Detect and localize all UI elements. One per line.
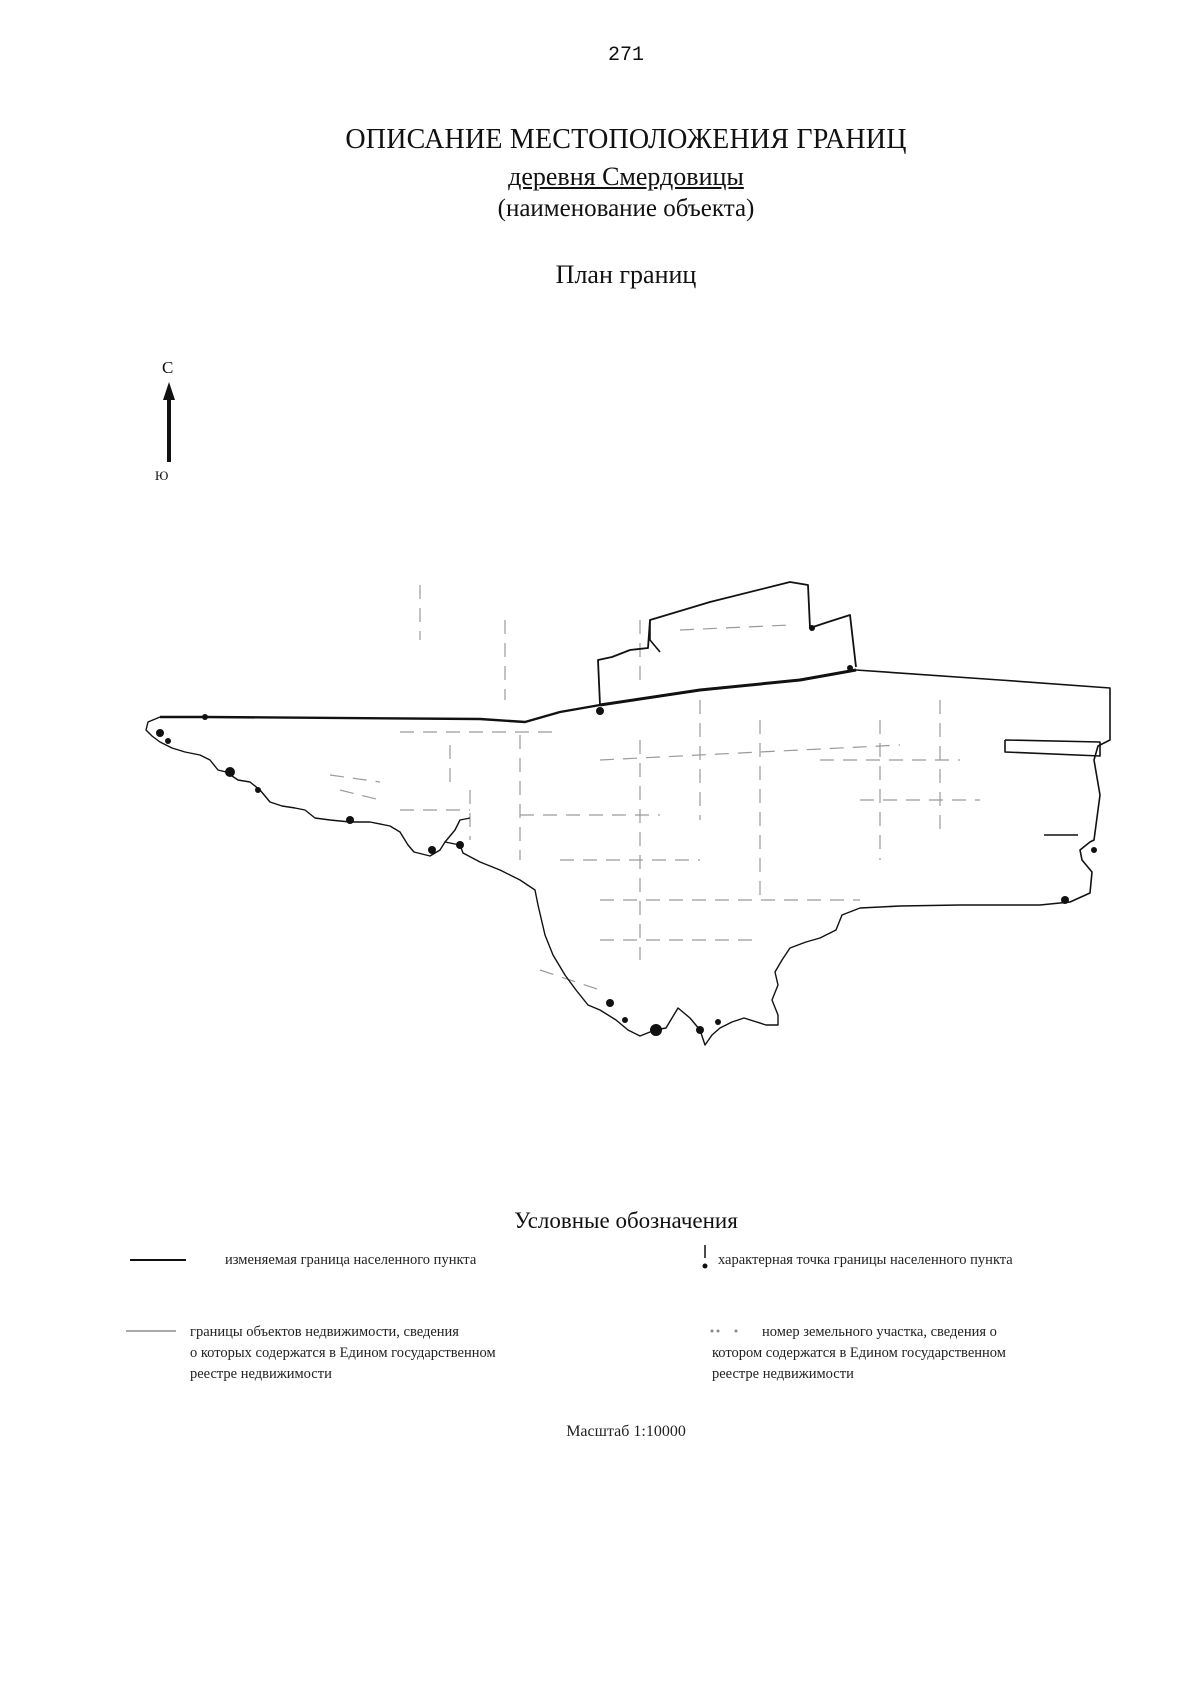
legend-item-parcel-number bbox=[712, 1322, 1182, 1385]
legend-line: котором содержатся в Едином государственном bbox=[712, 1345, 1006, 1361]
object-caption: (наименование объекта) bbox=[497, 195, 755, 222]
map-scale: Масштаб 1:10000 bbox=[566, 1423, 686, 1440]
settlement-boundary bbox=[146, 582, 1110, 1045]
document-title: ОПИСАНИЕ МЕСТОПОЛОЖЕНИЯ ГРАНИЦ bbox=[345, 124, 907, 155]
legend-point-icon bbox=[703, 1245, 708, 1269]
page-number: 271 bbox=[607, 44, 644, 67]
legend-item-characteristic-point: характерная точка границы населенного пункта bbox=[718, 1252, 1013, 1268]
legend-title: Условные обозначения bbox=[514, 1208, 738, 1233]
legend-line: реестре недвижимости bbox=[712, 1366, 854, 1382]
legend-line: о которых содержатся в Едином государственном bbox=[190, 1345, 496, 1361]
object-name-text: деревня Смердовицы bbox=[508, 162, 744, 191]
legend-line: номер земельного участка, сведения о bbox=[762, 1324, 997, 1340]
boundary-points bbox=[156, 625, 1097, 1036]
legend-item-real-estate-boundaries bbox=[190, 1322, 660, 1385]
legend-line: границы объектов недвижимости, сведения bbox=[190, 1324, 459, 1340]
legend-line: реестре недвижимости bbox=[190, 1366, 332, 1382]
south-label: Ю bbox=[155, 468, 169, 483]
plan-title: План границ bbox=[555, 260, 697, 289]
north-label: С bbox=[162, 358, 174, 377]
north-arrow-icon bbox=[163, 382, 175, 462]
legend-item-changeable-boundary: изменяемая граница населенного пункта bbox=[225, 1252, 477, 1268]
